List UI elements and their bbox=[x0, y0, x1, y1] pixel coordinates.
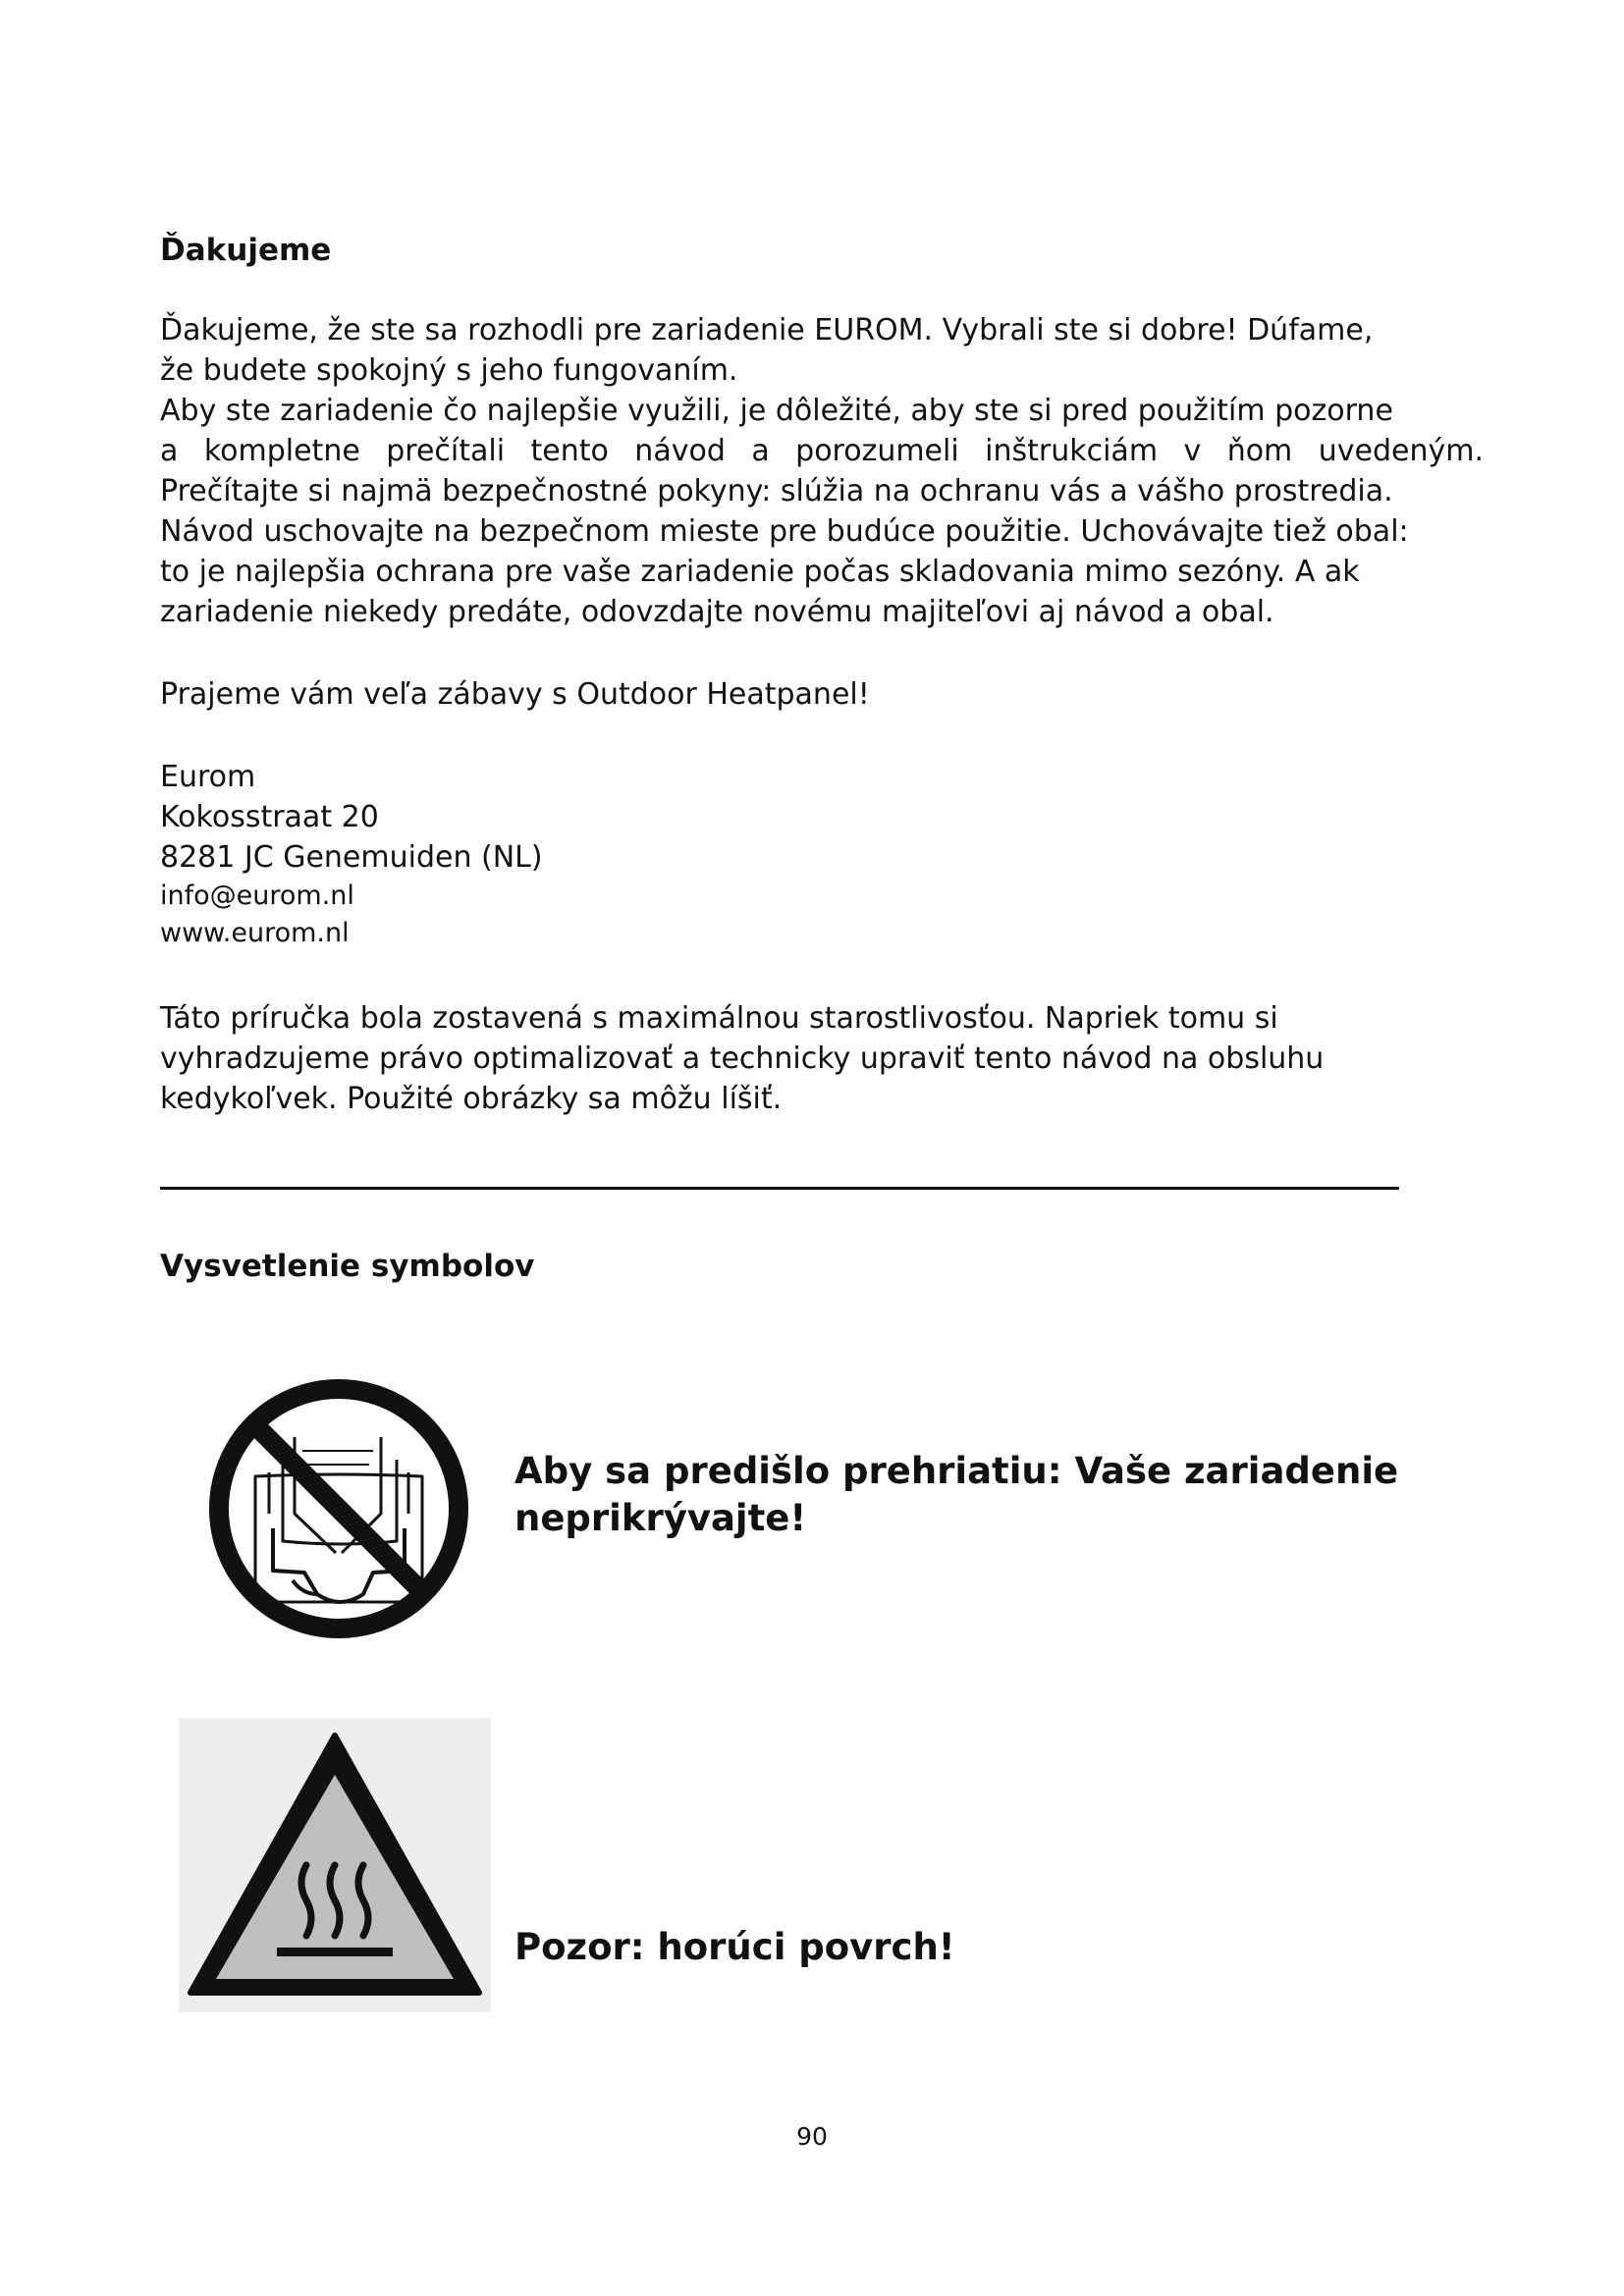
do-not-cover-icon bbox=[185, 1366, 499, 1655]
address-street: Kokosstraat 20 bbox=[160, 800, 379, 834]
hot-surface-warning-icon bbox=[179, 1718, 491, 2016]
paragraph-line: a kompletne prečítali tento návod a porozumeli inštrukciám v ňom uvedeným. bbox=[160, 434, 1484, 468]
disclaimer-paragraph bbox=[160, 998, 1324, 1119]
website-link[interactable]: www.eurom.nl bbox=[160, 918, 350, 948]
paragraph-line: Aby ste zariadenie čo najlepšie využili, je dôležité, aby ste si pred použitím pozorne bbox=[160, 394, 1393, 428]
company-name: Eurom bbox=[160, 760, 256, 794]
paragraph-line: Ďakujeme, že ste sa rozhodli pre zariadenie EUROM. Vybrali ste si dobre! Dúfame, bbox=[160, 313, 1374, 347]
thanks-paragraph bbox=[160, 310, 1484, 632]
section-divider bbox=[160, 1187, 1399, 1190]
symbols-heading: Vysvetlenie symbolov bbox=[160, 1249, 535, 1284]
paragraph-line: to je najlepšia ochrana pre vaše zariadenie počas skladovania mimo sezóny. A ak bbox=[160, 555, 1360, 589]
symbol-text-line: Aby sa predišlo prehriatiu: Vaše zariadenie bbox=[514, 1450, 1399, 1492]
paragraph-line: Prečítajte si najmä bezpečnostné pokyny: slúžia na ochranu vás a vášho prostredia. bbox=[160, 474, 1393, 508]
paragraph-line: že budete spokojný s jeho fungovaním. bbox=[160, 353, 738, 388]
symbol-description-hot-surface bbox=[514, 1924, 955, 1971]
paragraph-line: kedykoľvek. Použité obrázky sa môžu líšiť. bbox=[160, 1082, 783, 1116]
symbol-text-line: Pozor: horúci povrch! bbox=[514, 1926, 955, 1968]
symbol-description-overheat bbox=[514, 1448, 1398, 1542]
page-number: 90 bbox=[796, 2122, 828, 2151]
symbol-text-line: neprikrývajte! bbox=[514, 1497, 807, 1539]
company-address bbox=[160, 757, 543, 952]
paragraph-line: Táto príručka bola zostavená s maximálnou starostlivosťou. Napriek tomu si bbox=[160, 1001, 1278, 1036]
paragraph-line: vyhradzujeme právo optimalizovať a technicky upraviť tento návod na obsluhu bbox=[160, 1041, 1325, 1076]
paragraph-line: zariadenie niekedy predáte, odovzdajte novému majiteľovi aj návod a obal. bbox=[160, 595, 1274, 629]
paragraph-line: Návod uschovajte na bezpečnom mieste pre budúce použitie. Uchovávajte tiež obal: bbox=[160, 514, 1409, 549]
wish-text: Prajeme vám veľa zábavy s Outdoor Heatpanel! bbox=[160, 677, 870, 712]
thanks-heading: Ďakujeme bbox=[160, 233, 332, 268]
email-link[interactable]: info@eurom.nl bbox=[160, 881, 354, 911]
address-city: 8281 JC Genemuiden (NL) bbox=[160, 840, 543, 875]
